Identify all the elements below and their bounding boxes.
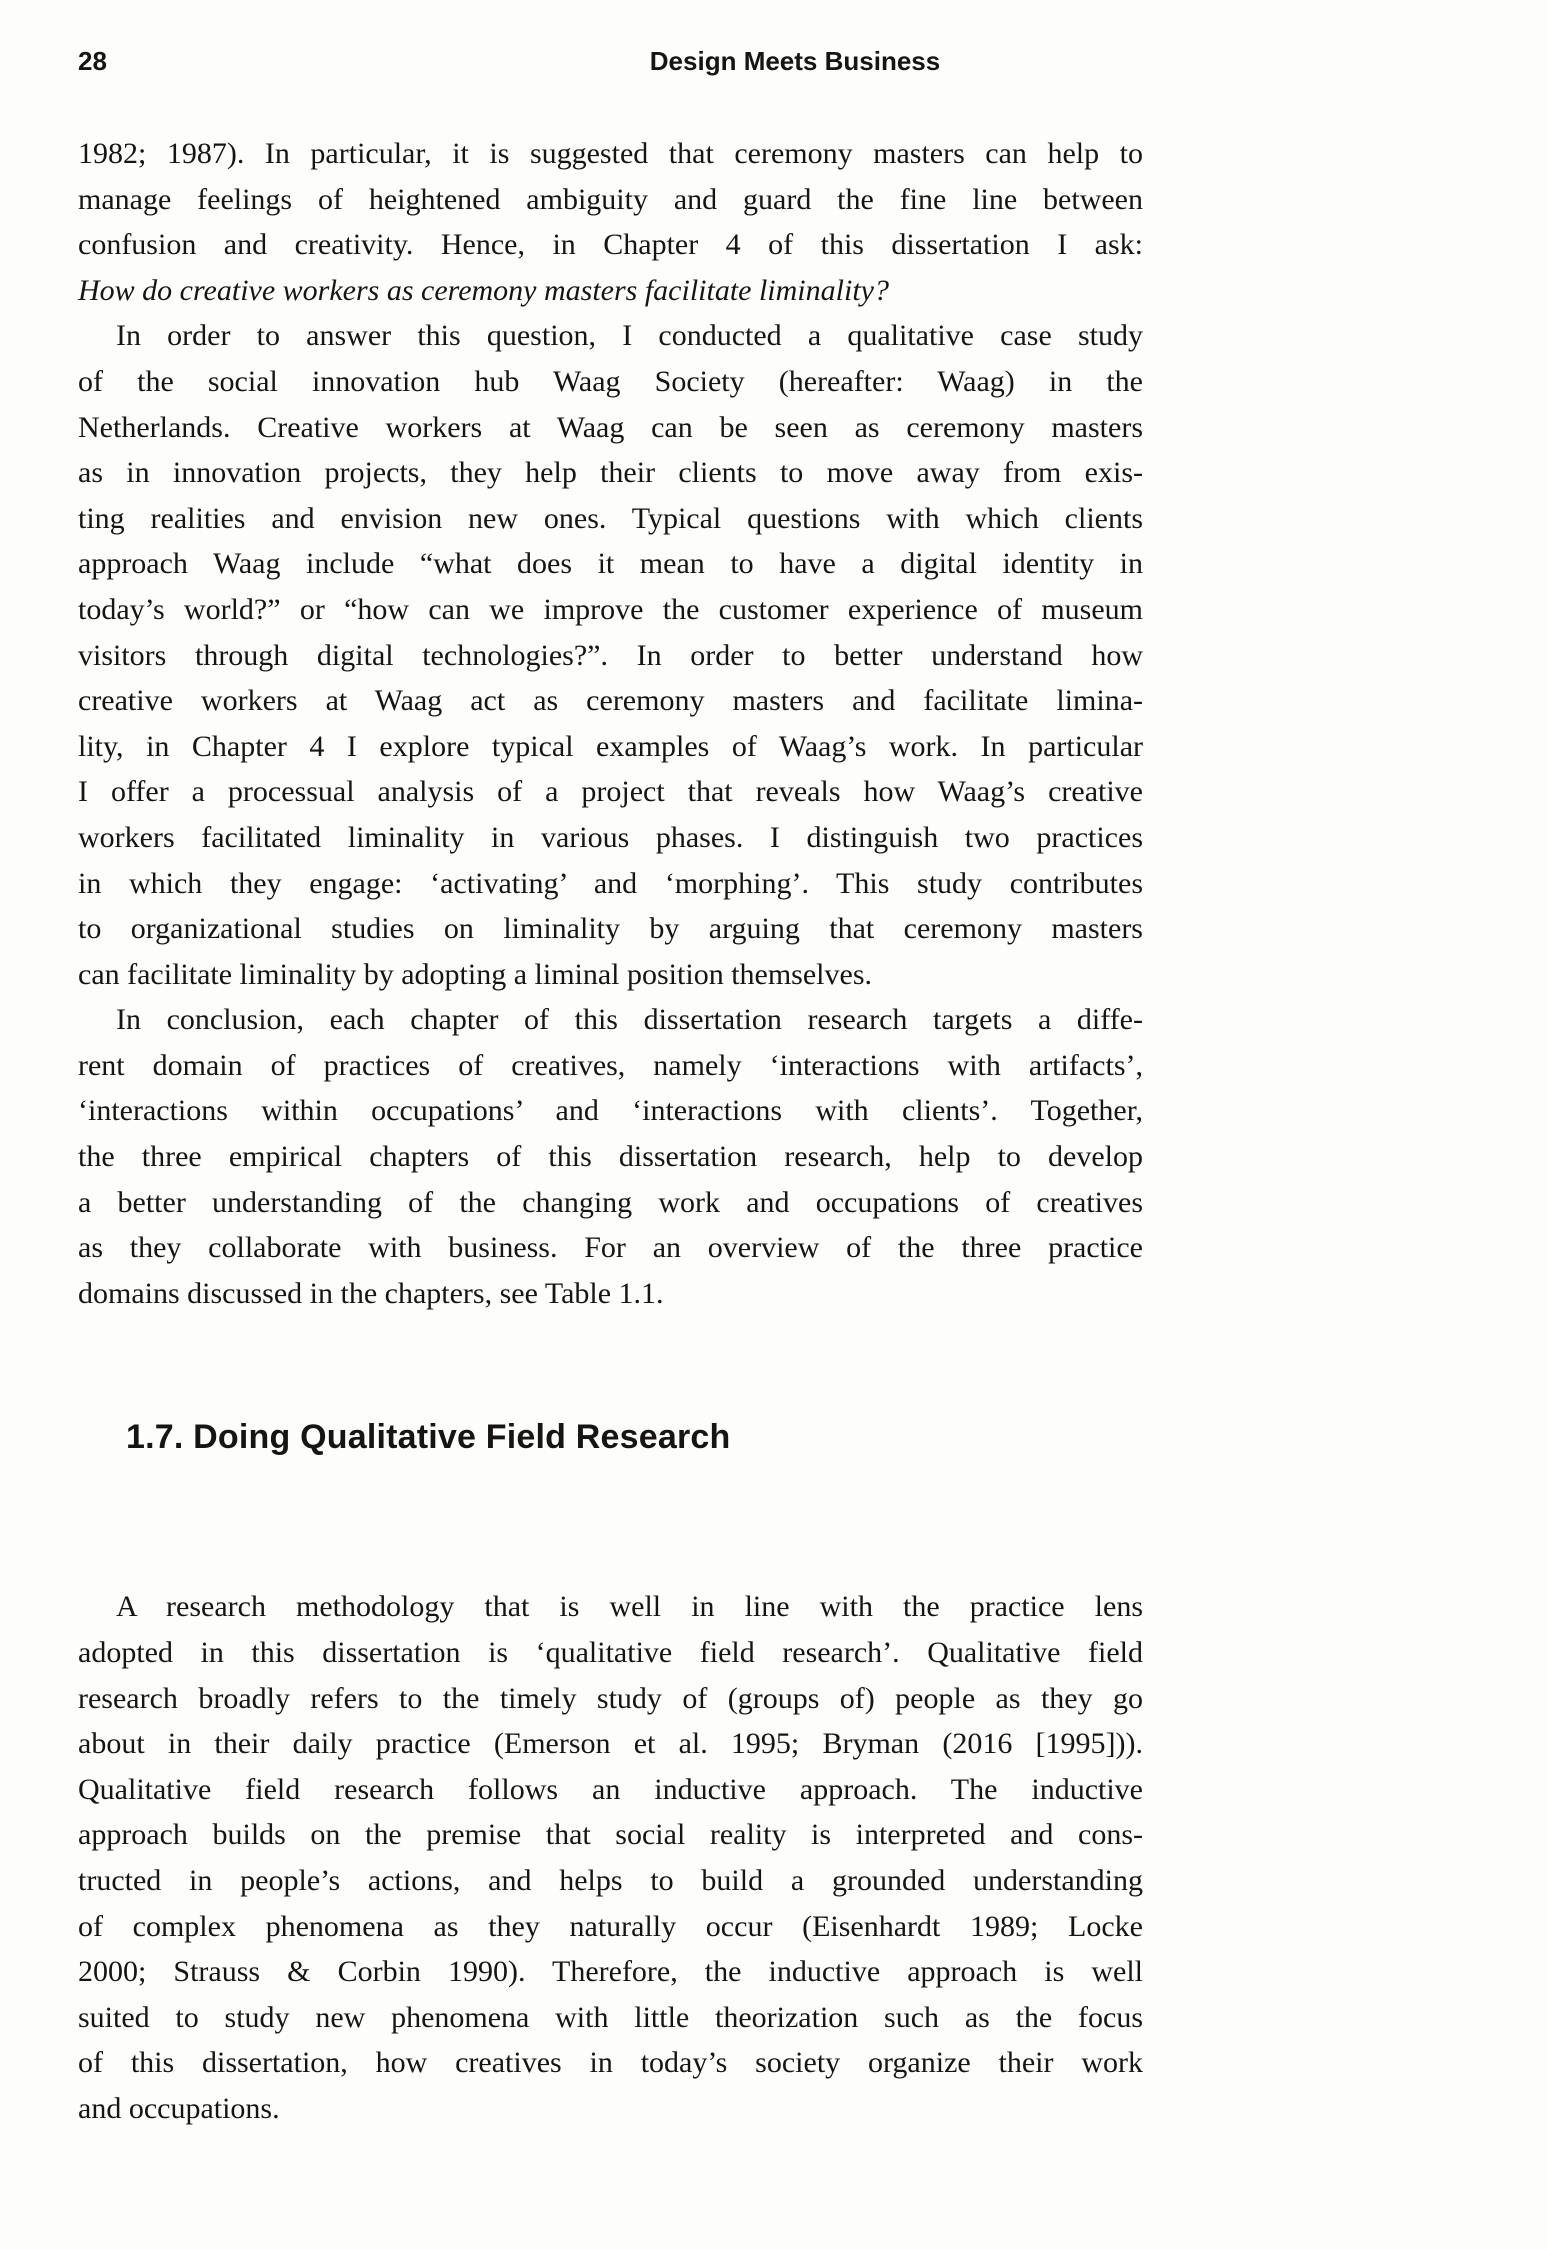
text-line: domains discussed in the chapters, see Table 1.1. bbox=[78, 1276, 664, 1310]
text-line: In order to answer this question, I conducted a qualitative case study bbox=[116, 319, 1143, 353]
research-question bbox=[78, 268, 1143, 314]
text-line: A research methodology that is well in line with the practice lens bbox=[116, 1590, 1143, 1624]
text-line: research broadly refers to the timely study of (groups of) people as they go bbox=[78, 1681, 1143, 1715]
text-line: visitors through digital technologies?”. In order to better understand how bbox=[78, 638, 1143, 672]
text-line: ting realities and envision new ones. Typical questions with which clients bbox=[78, 501, 1143, 535]
text-line: In conclusion, each chapter of this dissertation research targets a diffe- bbox=[116, 1003, 1143, 1037]
text-line: the three empirical chapters of this dissertation research, help to develop bbox=[78, 1140, 1143, 1174]
text-line: of complex phenomena as they naturally occur (Eisenhardt 1989; Locke bbox=[78, 1909, 1143, 1943]
text-line: adopted in this dissertation is ‘qualitative field research’. Qualitative field bbox=[78, 1636, 1143, 1670]
paragraph-methodology bbox=[78, 1584, 1143, 2131]
paragraph-continuation bbox=[78, 131, 1143, 268]
text-line: Netherlands. Creative workers at Waag can be seen as ceremony masters bbox=[78, 410, 1143, 444]
text-line: 2000; Strauss & Corbin 1990). Therefore, the inductive approach is well bbox=[78, 1955, 1143, 1989]
text-line: in which they engage: ‘activating’ and ‘morphing’. This study contributes bbox=[78, 866, 1143, 900]
text-line: approach Waag include “what does it mean to have a digital identity in bbox=[78, 547, 1143, 581]
text-line: I offer a processual analysis of a project that reveals how Waag’s creative bbox=[78, 775, 1143, 809]
text-line: of the social innovation hub Waag Society (hereafter: Waag) in the bbox=[78, 364, 1143, 398]
text-line: about in their daily practice (Emerson et al. 1995; Bryman (2016 [1995])). bbox=[78, 1727, 1143, 1761]
paragraph-conclusion bbox=[78, 997, 1143, 1316]
page-header bbox=[0, 46, 1547, 76]
research-question-text: How do creative workers as ceremony masters facilitate liminality? bbox=[78, 273, 889, 307]
page-number: 28 bbox=[78, 46, 107, 76]
text-line: today’s world?” or “how can we improve the customer experience of museum bbox=[78, 592, 1143, 626]
text-line: to organizational studies on liminality by arguing that ceremony masters bbox=[78, 912, 1143, 946]
text-line: ‘interactions within occupations’ and ‘interactions with clients’. Together, bbox=[78, 1094, 1143, 1128]
text-line: as they collaborate with business. For an overview of the three practice bbox=[78, 1231, 1143, 1265]
text-line: tructed in people’s actions, and helps to build a grounded understanding bbox=[78, 1864, 1143, 1897]
section-heading: 1.7. Doing Qualitative Field Research bbox=[126, 1418, 731, 1457]
text-line: workers facilitated liminality in various phases. I distinguish two practices bbox=[78, 820, 1143, 854]
paragraph-case-study bbox=[78, 313, 1143, 997]
page-body bbox=[78, 131, 1143, 2132]
text-line: manage feelings of heightened ambiguity and guard the fine line between bbox=[78, 182, 1143, 216]
text-line: a better understanding of the changing work and occupations of creatives bbox=[78, 1185, 1143, 1219]
text-line: suited to study new phenomena with little theorization such as the focus bbox=[78, 2000, 1143, 2034]
text-line: and occupations. bbox=[78, 2091, 280, 2125]
running-title: Design Meets Business bbox=[649, 46, 941, 76]
text-line: can facilitate liminality by adopting a liminal position themselves. bbox=[78, 957, 872, 991]
text-line: rent domain of practices of creatives, namely ‘interactions with artifacts’, bbox=[78, 1048, 1143, 1082]
text-line: confusion and creativity. Hence, in Chapter 4 of this dissertation I ask: bbox=[78, 228, 1143, 262]
text-line-italic bbox=[78, 268, 1143, 314]
text-line: creative workers at Waag act as ceremony masters and facilitate limina- bbox=[78, 684, 1143, 718]
text-line: as in innovation projects, they help their clients to move away from exis- bbox=[78, 456, 1143, 490]
text-line: lity, in Chapter 4 I explore typical examples of Waag’s work. In particular bbox=[78, 729, 1143, 763]
text-line: approach builds on the premise that social reality is interpreted and cons- bbox=[78, 1818, 1143, 1852]
text-line: Qualitative field research follows an inductive approach. The inductive bbox=[78, 1772, 1143, 1806]
text-line: 1982; 1987). In particular, it is suggested that ceremony masters can help to bbox=[78, 137, 1143, 170]
text-line: of this dissertation, how creatives in today’s society organize their work bbox=[78, 2046, 1143, 2080]
